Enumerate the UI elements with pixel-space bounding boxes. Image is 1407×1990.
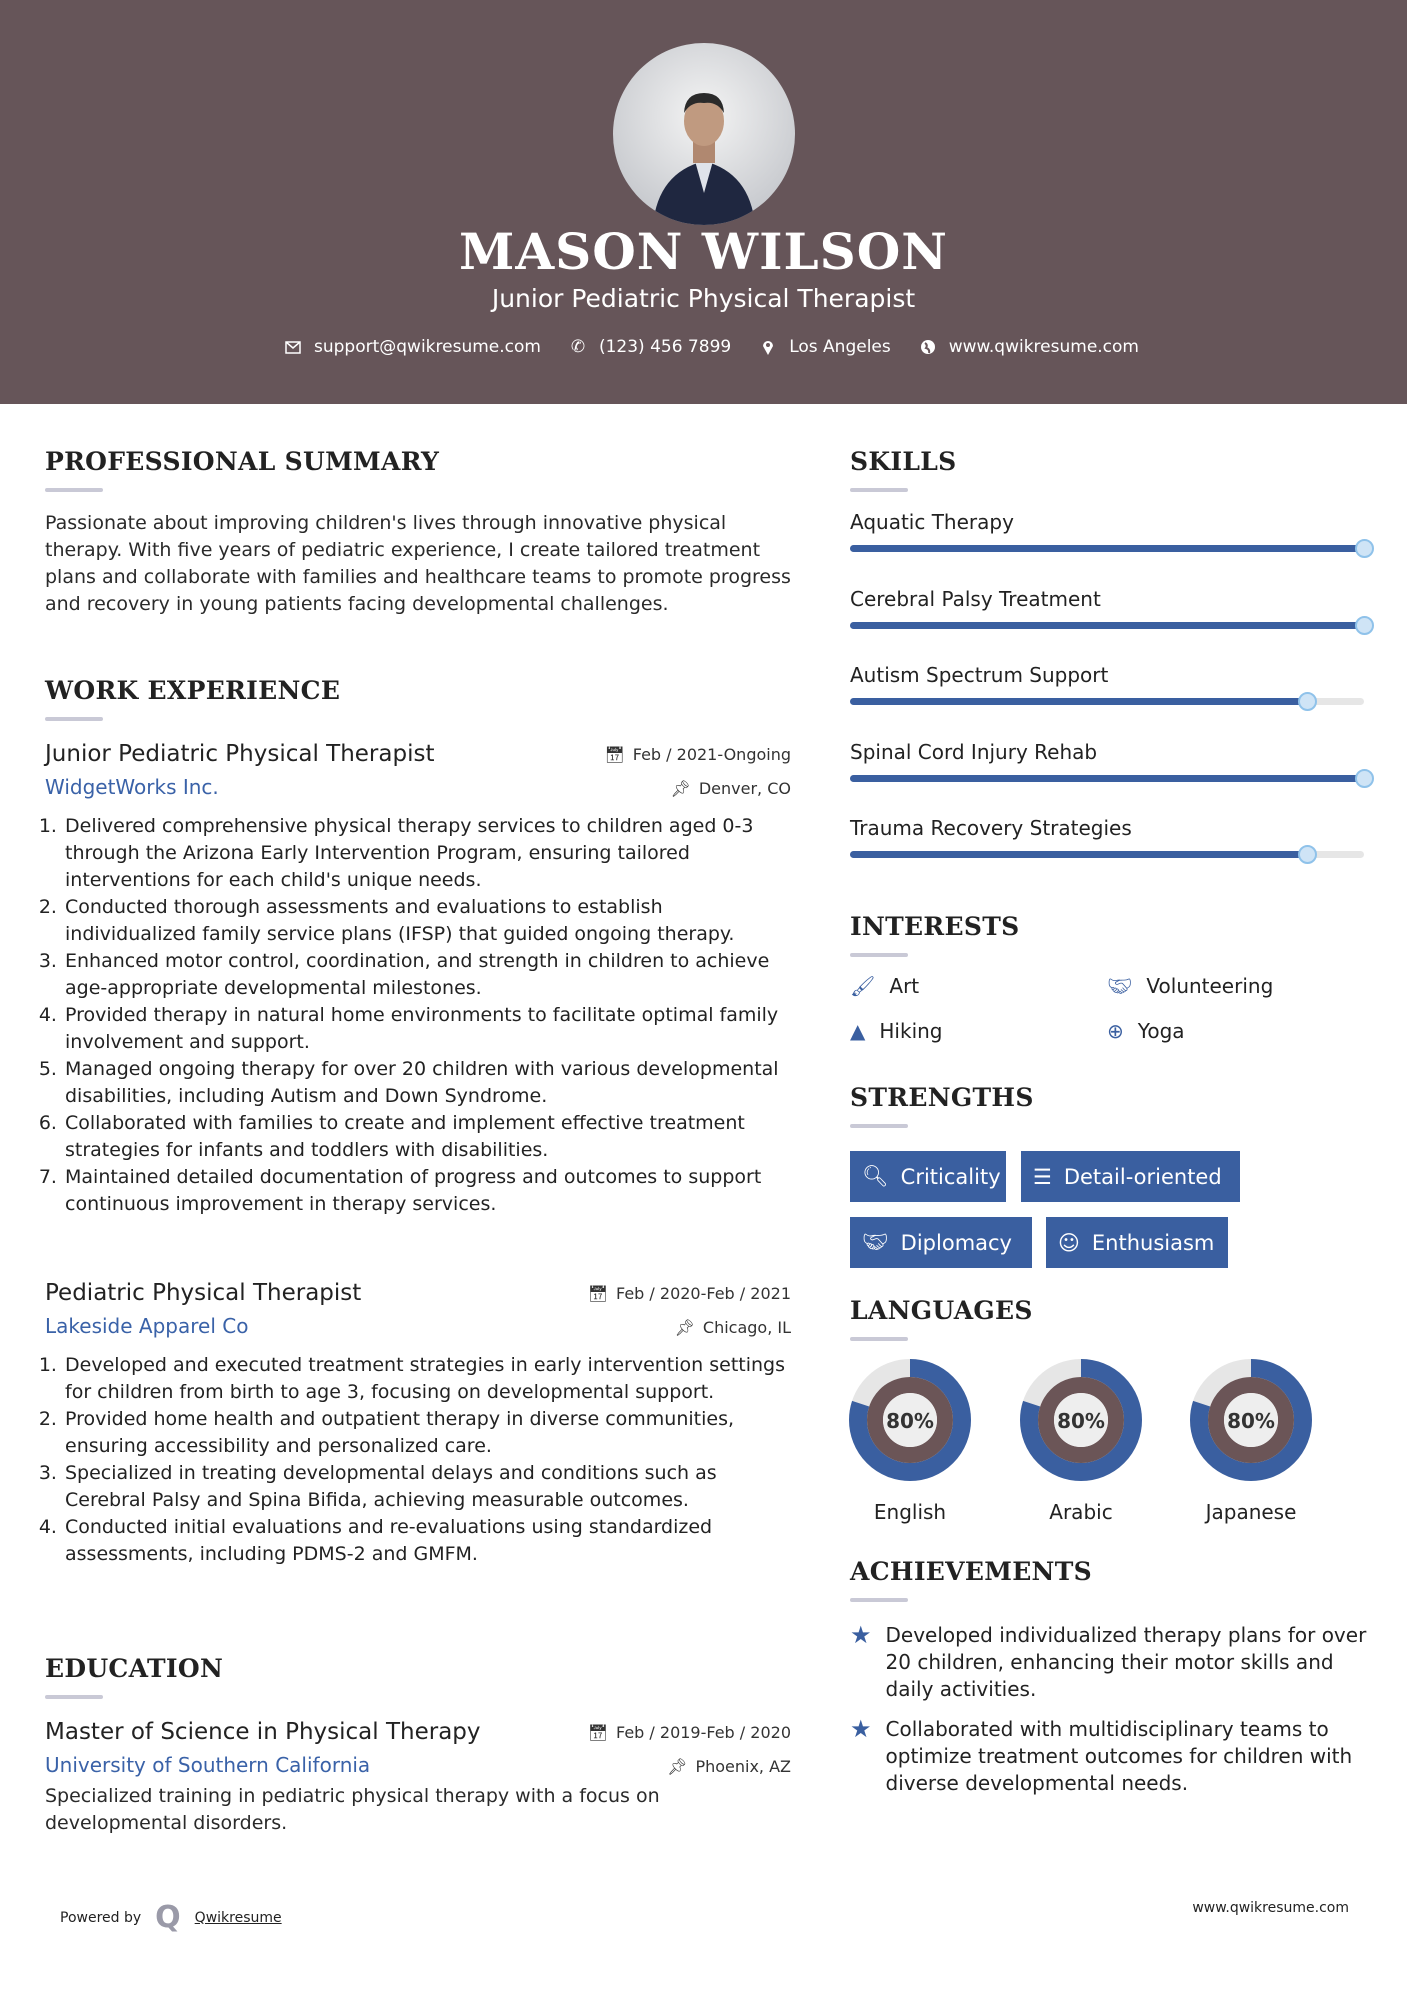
list-item: 5. Managed ongoing therapy for over 20 children with various developmental disabilities, including Autism and Down Syndrome.: [63, 1056, 791, 1110]
achievement-item: [850, 1716, 1370, 1797]
heading-underline: [850, 1337, 908, 1341]
company-name[interactable]: Lakeside Apparel Co: [45, 1314, 249, 1338]
job-location: [671, 779, 791, 798]
skills-section: [850, 447, 1370, 893]
list-item: 1. Delivered comprehensive physical therapy services to children aged 0-3 through the Arizona Early Intervention Program, ensuring tailored interventions for each child's unique needs.: [63, 813, 791, 894]
star-icon: ★: [850, 1621, 872, 1649]
interest-label: Yoga: [1137, 1019, 1185, 1043]
list-item: 1. Developed and executed treatment strategies in early intervention settings for children from birth to age 3, focusing on developmental support.: [63, 1352, 791, 1406]
calendar-icon: 📅︎: [604, 745, 625, 764]
skill-name: Autism Spectrum Support: [850, 663, 1109, 688]
candidate-title: Junior Pediatric Physical Therapist: [491, 284, 916, 313]
contact-bar: [0, 337, 1407, 357]
heading-underline: [45, 1695, 103, 1699]
section-heading: LANGUAGES: [850, 1296, 1033, 1325]
section-heading: STRENGTHS: [850, 1083, 1034, 1112]
company-name[interactable]: WidgetWorks Inc.: [45, 775, 219, 799]
strength-diplomacy: [850, 1217, 1032, 1268]
language-donut: [1011, 1358, 1151, 1482]
calendar-icon: 📅︎: [587, 1284, 608, 1303]
skill-bar-fill: [850, 698, 1307, 705]
strength-label: Diplomacy: [900, 1230, 1012, 1255]
language-name: Japanese: [1205, 1500, 1297, 1524]
skill-bar-fill: [850, 775, 1364, 782]
skill-bar-handle: [1355, 616, 1374, 635]
job-title: Pediatric Physical Therapist: [45, 1280, 362, 1306]
powered-by-text: Powered by: [60, 1909, 142, 1926]
calendar-icon: 📅︎: [587, 1723, 608, 1742]
interest-label: Hiking: [879, 1019, 943, 1043]
skill-bar: [850, 851, 1364, 858]
list-item: 6. Collaborated with families to create and implement effective treatment strategies for infants and toddlers with disabilities.: [63, 1110, 791, 1164]
language-item: [1181, 1358, 1321, 1524]
work-section: [45, 676, 791, 1218]
language-name: Arabic: [1049, 1500, 1113, 1524]
job-entry: [45, 1280, 791, 1568]
contact-email[interactable]: support@qwikresume.com: [314, 337, 541, 357]
skill-bar: [850, 545, 1364, 552]
date-text: Feb / 2021-Ongoing: [632, 745, 791, 764]
section-heading: EDUCATION: [45, 1654, 224, 1683]
interest-art: [850, 974, 919, 998]
contact-phone[interactable]: (123) 456 7899: [598, 337, 732, 357]
date-text: Feb / 2019-Feb / 2020: [616, 1723, 791, 1742]
achievements-section: [850, 1557, 1370, 1602]
pin-icon: 📌︎: [670, 779, 691, 798]
language-percent: 80%: [1227, 1409, 1275, 1433]
heading-underline: [850, 1124, 908, 1128]
achievement-text: Developed individualized therapy plans for over 20 children, enhancing their motor skills and daily activities.: [885, 1623, 1367, 1701]
heading-underline: [850, 953, 908, 957]
language-name: English: [873, 1500, 947, 1524]
location-text: Denver, CO: [698, 779, 791, 798]
skill-bar-handle: [1298, 845, 1317, 864]
education-section: [45, 1654, 791, 1837]
skill-bar-fill: [850, 851, 1307, 858]
language-item: [840, 1358, 980, 1524]
section-heading: SKILLS: [850, 447, 957, 476]
education-description: Specialized training in pediatric physical therapy with a focus on developmental disorders.: [45, 1785, 660, 1834]
section-heading: WORK EXPERIENCE: [45, 676, 341, 705]
candidate-name: MASON WILSON: [459, 222, 948, 281]
footer-website[interactable]: www.qwikresume.com: [1192, 1900, 1349, 1916]
strength-criticality: [850, 1151, 1006, 1202]
location-text: Chicago, IL: [702, 1318, 791, 1337]
list-item: 2. Provided home health and outpatient therapy in diverse communities, ensuring accessibility and personalized care.: [63, 1406, 791, 1460]
list-item: 7. Maintained detailed documentation of progress and outcomes to support continuous improvement in therapy services.: [63, 1164, 791, 1218]
list-item: 3. Enhanced motor control, coordination, and strength in children to achieve age-appropriate developmental milestones.: [63, 948, 791, 1002]
skill-bar-handle: [1355, 539, 1374, 558]
education-location: [667, 1757, 791, 1776]
pin-icon: 📌︎: [667, 1757, 688, 1776]
pin-icon: 📌︎: [674, 1318, 695, 1337]
skill-bar-handle: [1355, 769, 1374, 788]
heading-underline: [850, 1598, 908, 1602]
languages-section: [850, 1296, 1370, 1341]
handshake-icon: 🤝︎: [862, 1230, 889, 1254]
language-donut: [840, 1358, 980, 1482]
job-title: Junior Pediatric Physical Therapist: [45, 741, 435, 767]
skill-bar: [850, 622, 1364, 629]
map-pin-icon: [759, 338, 777, 356]
degree-title: Master of Science in Physical Therapy: [45, 1719, 481, 1745]
interests-section: [850, 912, 1370, 1072]
strength-label: Enthusiasm: [1091, 1230, 1215, 1255]
skill-name: Spinal Cord Injury Rehab: [850, 739, 1098, 764]
section-heading: INTERESTS: [850, 912, 1020, 941]
strength-detail-oriented: [1021, 1151, 1240, 1202]
skill-item: [850, 510, 1370, 587]
skill-item: [850, 816, 1370, 893]
summary-text: Passionate about improving children's lives through innovative physical therapy. With five years of pediatric experience, I create tailored treatment plans and collaborate with families and healthcare teams to promote progress and recovery in young patients facing developmental challenges.: [45, 512, 791, 615]
job-duties: [45, 813, 791, 1218]
interest-hiking: [850, 1019, 943, 1043]
heading-underline: [850, 488, 908, 492]
skill-bar: [850, 775, 1364, 782]
skill-bar-handle: [1298, 692, 1317, 711]
brand-link[interactable]: Qwikresume: [194, 1909, 282, 1926]
skill-bar-fill: [850, 622, 1364, 629]
job-entry: [45, 741, 791, 1218]
language-percent: 80%: [1057, 1409, 1105, 1433]
contact-location: Los Angeles: [789, 337, 891, 357]
heading-underline: [45, 717, 103, 721]
education-date: [588, 1723, 791, 1742]
envelope-icon: [284, 338, 302, 356]
job-location: [675, 1318, 791, 1337]
search-icon: 🔍︎: [862, 1164, 889, 1188]
strength-enthusiasm: [1046, 1217, 1228, 1268]
skill-name: Cerebral Palsy Treatment: [850, 586, 1101, 611]
skill-item: [850, 587, 1370, 664]
summary-section: [45, 447, 791, 618]
skill-name: Trauma Recovery Strategies: [850, 816, 1132, 841]
phone-icon: ✆: [570, 337, 586, 357]
list-item: 2. Conducted thorough assessments and evaluations to establish individualized family service plans (IFSP) that guided ongoing therapy.: [63, 894, 791, 948]
skill-item: [850, 663, 1370, 740]
achievement-item: [850, 1622, 1370, 1703]
list-item: 4. Conducted initial evaluations and re-evaluations using standardized assessments, including PDMS-2 and GMFM.: [63, 1514, 791, 1568]
list-item: 3. Specialized in treating developmental delays and conditions such as Cerebral Palsy and Spina Bifida, achieving measurable outcomes.: [63, 1460, 791, 1514]
date-text: Feb / 2020-Feb / 2021: [616, 1284, 791, 1303]
contact-website[interactable]: www.qwikresume.com: [948, 337, 1139, 357]
job-date: [588, 1284, 791, 1303]
handshake-icon: 🤝︎: [1107, 974, 1133, 998]
skill-name: Aquatic Therapy: [850, 510, 1014, 534]
header: [0, 0, 1407, 404]
interest-volunteering: [1107, 974, 1273, 998]
interest-label: Volunteering: [1146, 974, 1274, 998]
language-donut: [1181, 1358, 1321, 1482]
lifebuoy-icon: ⊕: [1107, 1019, 1124, 1043]
smile-icon: ☺: [1058, 1230, 1080, 1255]
job-duties: [45, 1352, 791, 1568]
strength-label: Criticality: [900, 1164, 1001, 1189]
tree-icon: ▲: [850, 1019, 866, 1043]
paintbrush-icon: 🖌︎: [850, 974, 876, 998]
footer-site: [1192, 1900, 1349, 1916]
section-heading: ACHIEVEMENTS: [850, 1557, 1092, 1586]
interest-yoga: [1107, 1019, 1185, 1043]
language-percent: 80%: [886, 1409, 934, 1433]
school-name[interactable]: University of Southern California: [45, 1753, 371, 1777]
strength-label: Detail-oriented: [1063, 1164, 1222, 1189]
section-heading: PROFESSIONAL SUMMARY: [45, 447, 440, 476]
star-icon: ★: [850, 1715, 872, 1743]
job-date: [604, 745, 791, 764]
achievement-text: Collaborated with multidisciplinary teams to optimize treatment outcomes for children with diverse developmental needs.: [885, 1717, 1353, 1795]
skill-bar: [850, 698, 1364, 705]
profile-photo: [613, 43, 795, 225]
footer-powered: [60, 1900, 282, 1935]
list-icon: ☰: [1033, 1164, 1052, 1189]
skill-item: [850, 740, 1370, 817]
heading-underline: [45, 488, 103, 492]
list-item: 4. Provided therapy in natural home environments to facilitate optimal family involvement and support.: [63, 1002, 791, 1056]
language-item: [1011, 1358, 1151, 1524]
location-text: Phoenix, AZ: [695, 1757, 791, 1776]
globe-icon: [919, 338, 937, 356]
qwikresume-logo-icon: Q: [155, 1900, 181, 1935]
interest-label: Art: [889, 974, 920, 998]
skill-bar-fill: [850, 545, 1364, 552]
